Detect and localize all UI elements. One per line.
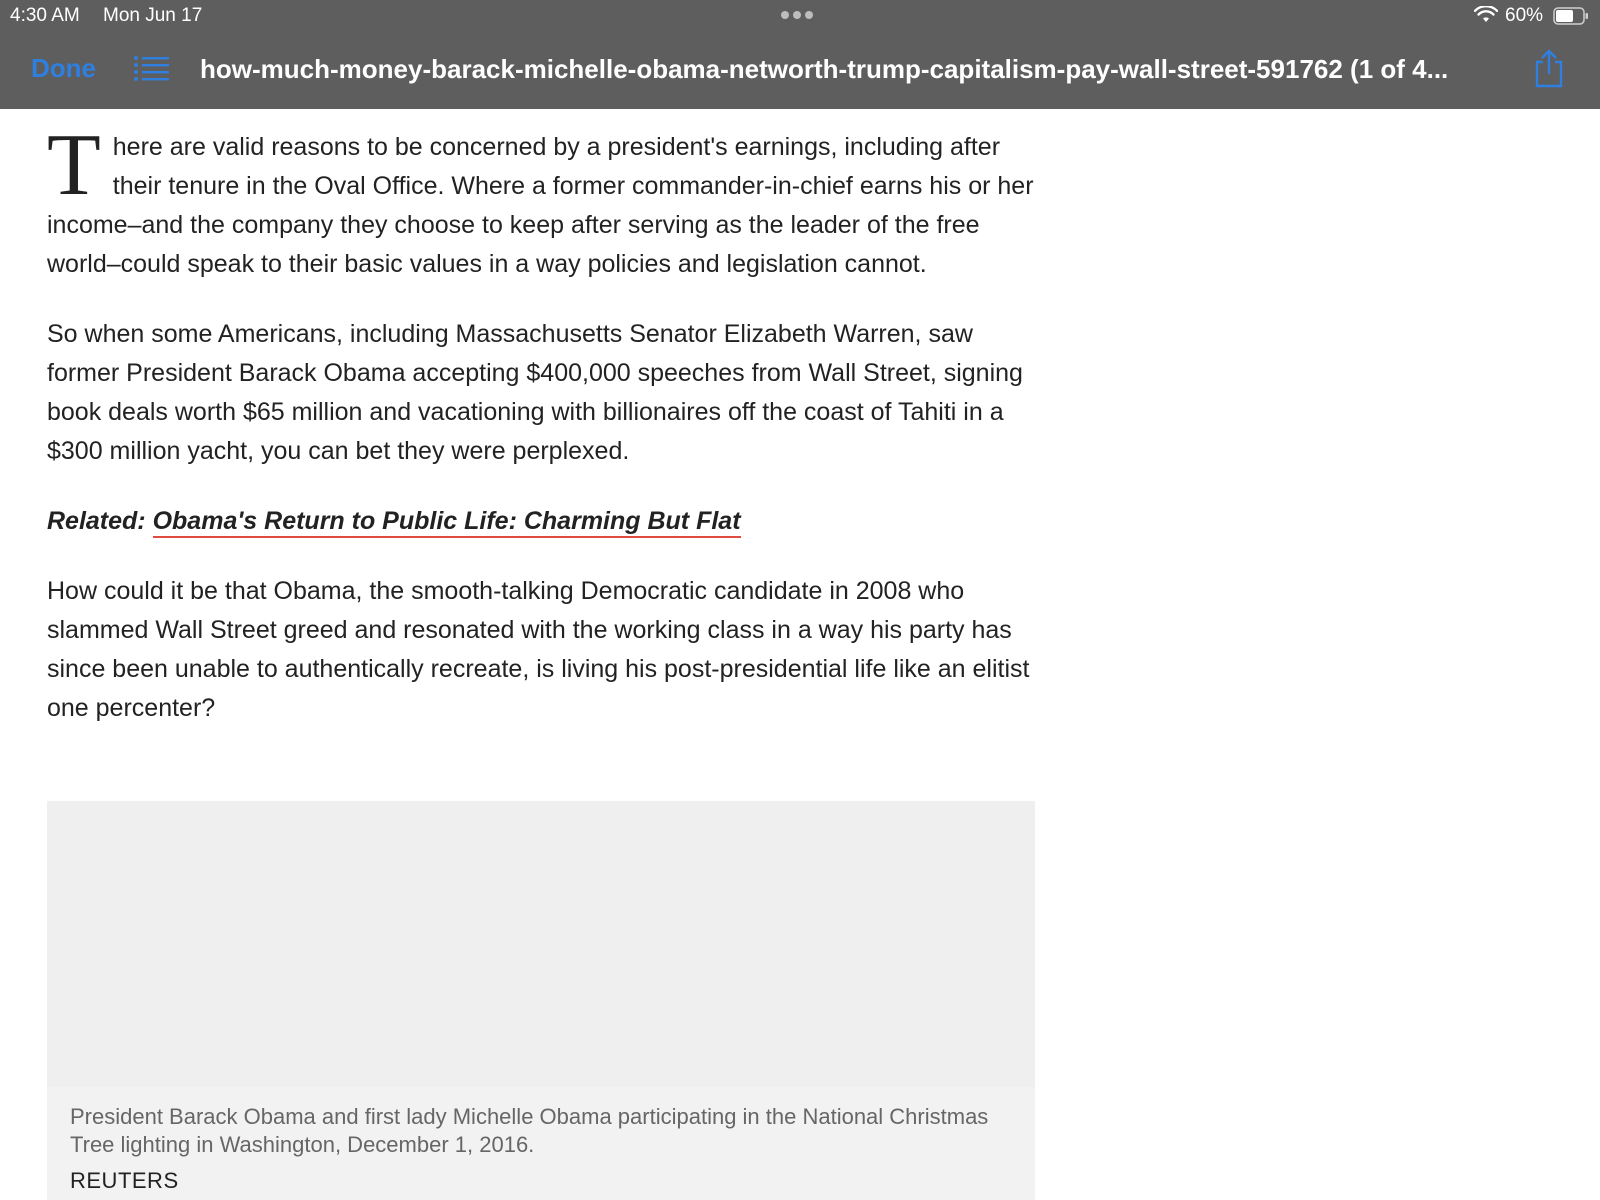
related-line [47, 502, 1037, 541]
paragraph-1 [47, 117, 1037, 284]
figure-caption: President Barack Obama and first lady Michelle Obama participating in the National Christmas Tree lighting in Washington, December 1, 2016. [70, 1104, 989, 1157]
paragraph-1-text: here are valid reasons to be concerned by a president's earnings, including after their tenure in the Oval Office. Where a former commander-in-chief earns his or her income–and the company they choose to keep after serving as the leader of the free world–could speak to their basic values in a way policies and legislation cannot. [47, 133, 1034, 278]
nav-bar [0, 32, 1600, 109]
paragraph-2: So when some Americans, including Massachusetts Senator Elizabeth Warren, saw former President Barack Obama accepting $400,000 speeches from Wall Street, signing book deals worth $65 million and vacationing with billionaires off the coast of Tahiti in a $300 million yacht, you can bet they were perplexed. [47, 320, 1023, 465]
battery-icon [1553, 7, 1589, 25]
drop-cap: T [47, 117, 101, 214]
paragraph-3: How could it be that Obama, the smooth-talking Democratic candidate in 2008 who slammed Wall Street greed and resonated with the working class in a way his party has since been unable to authentically recreate, is living his post-presidential life like an elitist one percenter? [47, 577, 1030, 722]
battery-percentage: 60% [1505, 5, 1544, 26]
done-button[interactable]: Done [31, 53, 96, 83]
figure-image-placeholder [47, 801, 1035, 1087]
status-bar [0, 0, 1600, 32]
status-date: Mon Jun 17 [103, 5, 203, 26]
related-article-link[interactable]: Obama's Return to Public Life: Charming But Flat [153, 507, 741, 538]
article-body [47, 117, 1037, 759]
multitasking-dots-icon[interactable] [781, 11, 813, 21]
share-icon[interactable] [1533, 48, 1565, 88]
document-title: how-much-money-barack-michelle-obama-networth-trump-capitalism-pay-wall-street-591762 (1 of 4... [200, 54, 1449, 84]
article-figure [47, 801, 1035, 1200]
related-label: Related: [47, 507, 146, 535]
wifi-icon [1474, 6, 1498, 24]
list-icon[interactable] [133, 54, 169, 84]
photo-credit: REUTERS [70, 1168, 179, 1193]
status-time: 4:30 AM [10, 5, 80, 26]
top-bar [0, 0, 1600, 109]
